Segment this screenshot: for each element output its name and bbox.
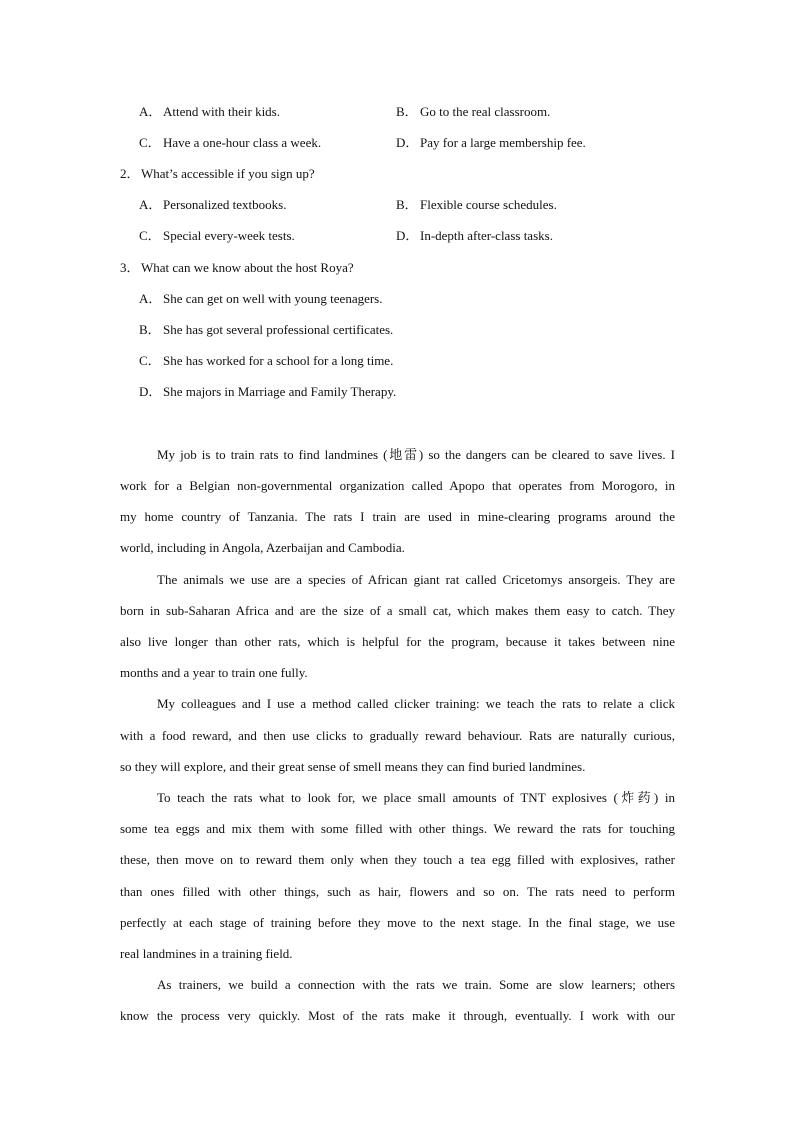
q1-option-d	[396, 135, 586, 151]
passage-line: real landmines in a training field.	[120, 946, 293, 961]
option-letter: A．	[139, 104, 162, 119]
passage-line: My job is to train rats to find landmines (地雷) so the dangers can be cleared to save lives. I	[157, 447, 675, 462]
q1-option-c	[139, 135, 321, 151]
question-text: What’s accessible if you sign up?	[141, 166, 315, 181]
passage-line: these, then move on to reward them only when they touch a tea egg filled with explosives, rather	[120, 852, 675, 867]
option-text: Flexible course schedules.	[420, 197, 557, 212]
option-letter: C．	[139, 353, 161, 368]
question-number: 3．	[120, 260, 140, 275]
option-letter: C．	[139, 228, 161, 243]
q2-option-c	[139, 228, 295, 244]
option-letter: B．	[396, 197, 418, 212]
option-letter: A．	[139, 197, 162, 212]
option-text: In-depth after-class tasks.	[420, 228, 553, 243]
q3-option-d	[139, 384, 396, 400]
q3-option-b	[139, 322, 393, 338]
passage-line: than ones filled with other things, such as hair, flowers and so on. The rats need to perform	[120, 884, 675, 899]
option-text: She has got several professional certificates.	[163, 322, 394, 337]
option-letter: A．	[139, 291, 162, 306]
option-text: Personalized textbooks.	[163, 197, 287, 212]
passage-line: some tea eggs and mix them with some filled with other things. We reward the rats for touching	[120, 821, 675, 836]
q2-stem	[120, 166, 315, 182]
q1-option-a	[139, 104, 280, 120]
passage-line: world, including in Angola, Azerbaijan and Cambodia.	[120, 540, 405, 555]
option-letter: B．	[139, 322, 161, 337]
passage-line: My colleagues and I use a method called clicker training: we teach the rats to relate a click	[157, 696, 675, 711]
passage-line: perfectly at each stage of training before they move to the next stage. In the final stage, we use	[120, 915, 675, 930]
passage-line: The animals we use are a species of African giant rat called Cricetomys ansorgeis. They are	[157, 572, 675, 587]
option-text: Have a one-hour class a week.	[163, 135, 322, 150]
option-letter: C．	[139, 135, 161, 150]
q2-option-d	[396, 228, 553, 244]
passage-line: know the process very quickly. Most of the rats make it through, eventually. I work with our	[120, 1008, 675, 1023]
passage-line: so they will explore, and their great sense of smell means they can find buried landmines.	[120, 759, 586, 774]
passage-line: also live longer than other rats, which is helpful for the program, because it takes between nine	[120, 634, 675, 649]
option-letter: D．	[139, 384, 162, 399]
question-number: 2．	[120, 166, 140, 181]
option-letter: D．	[396, 135, 419, 150]
passage-line: born in sub-Saharan Africa and are the size of a small cat, which makes them easy to catch. They	[120, 603, 675, 618]
passage-line: work for a Belgian non-governmental organization called Apopo that operates from Morogoro, in	[120, 478, 675, 493]
q3-option-c	[139, 353, 393, 369]
passage-line: my home country of Tanzania. The rats I train are used in mine-clearing programs around the	[120, 509, 675, 524]
option-text: Go to the real classroom.	[420, 104, 551, 119]
q3-stem	[120, 260, 354, 276]
passage-line: To teach the rats what to look for, we place small amounts of TNT explosives (炸药) in	[157, 790, 675, 805]
q2-option-a	[139, 197, 286, 213]
option-text: She can get on well with young teenagers.	[163, 291, 383, 306]
option-text: Special every-week tests.	[163, 228, 295, 243]
question-text: What can we know about the host Roya?	[141, 260, 354, 275]
option-text: Attend with their kids.	[163, 104, 280, 119]
option-letter: D．	[396, 228, 419, 243]
option-text: Pay for a large membership fee.	[420, 135, 586, 150]
option-text: She majors in Marriage and Family Therapy.	[163, 384, 397, 399]
passage-line: months and a year to train one fully.	[120, 665, 308, 680]
passage-line: with a food reward, and then use clicks to gradually reward behaviour. Rats are naturally curious,	[120, 728, 675, 743]
option-letter: B．	[396, 104, 418, 119]
q3-option-a	[139, 291, 383, 307]
option-text: She has worked for a school for a long time.	[163, 353, 394, 368]
q1-option-b	[396, 104, 550, 120]
passage-line: As trainers, we build a connection with the rats we train. Some are slow learners; others	[157, 977, 675, 992]
q2-option-b	[396, 197, 557, 213]
